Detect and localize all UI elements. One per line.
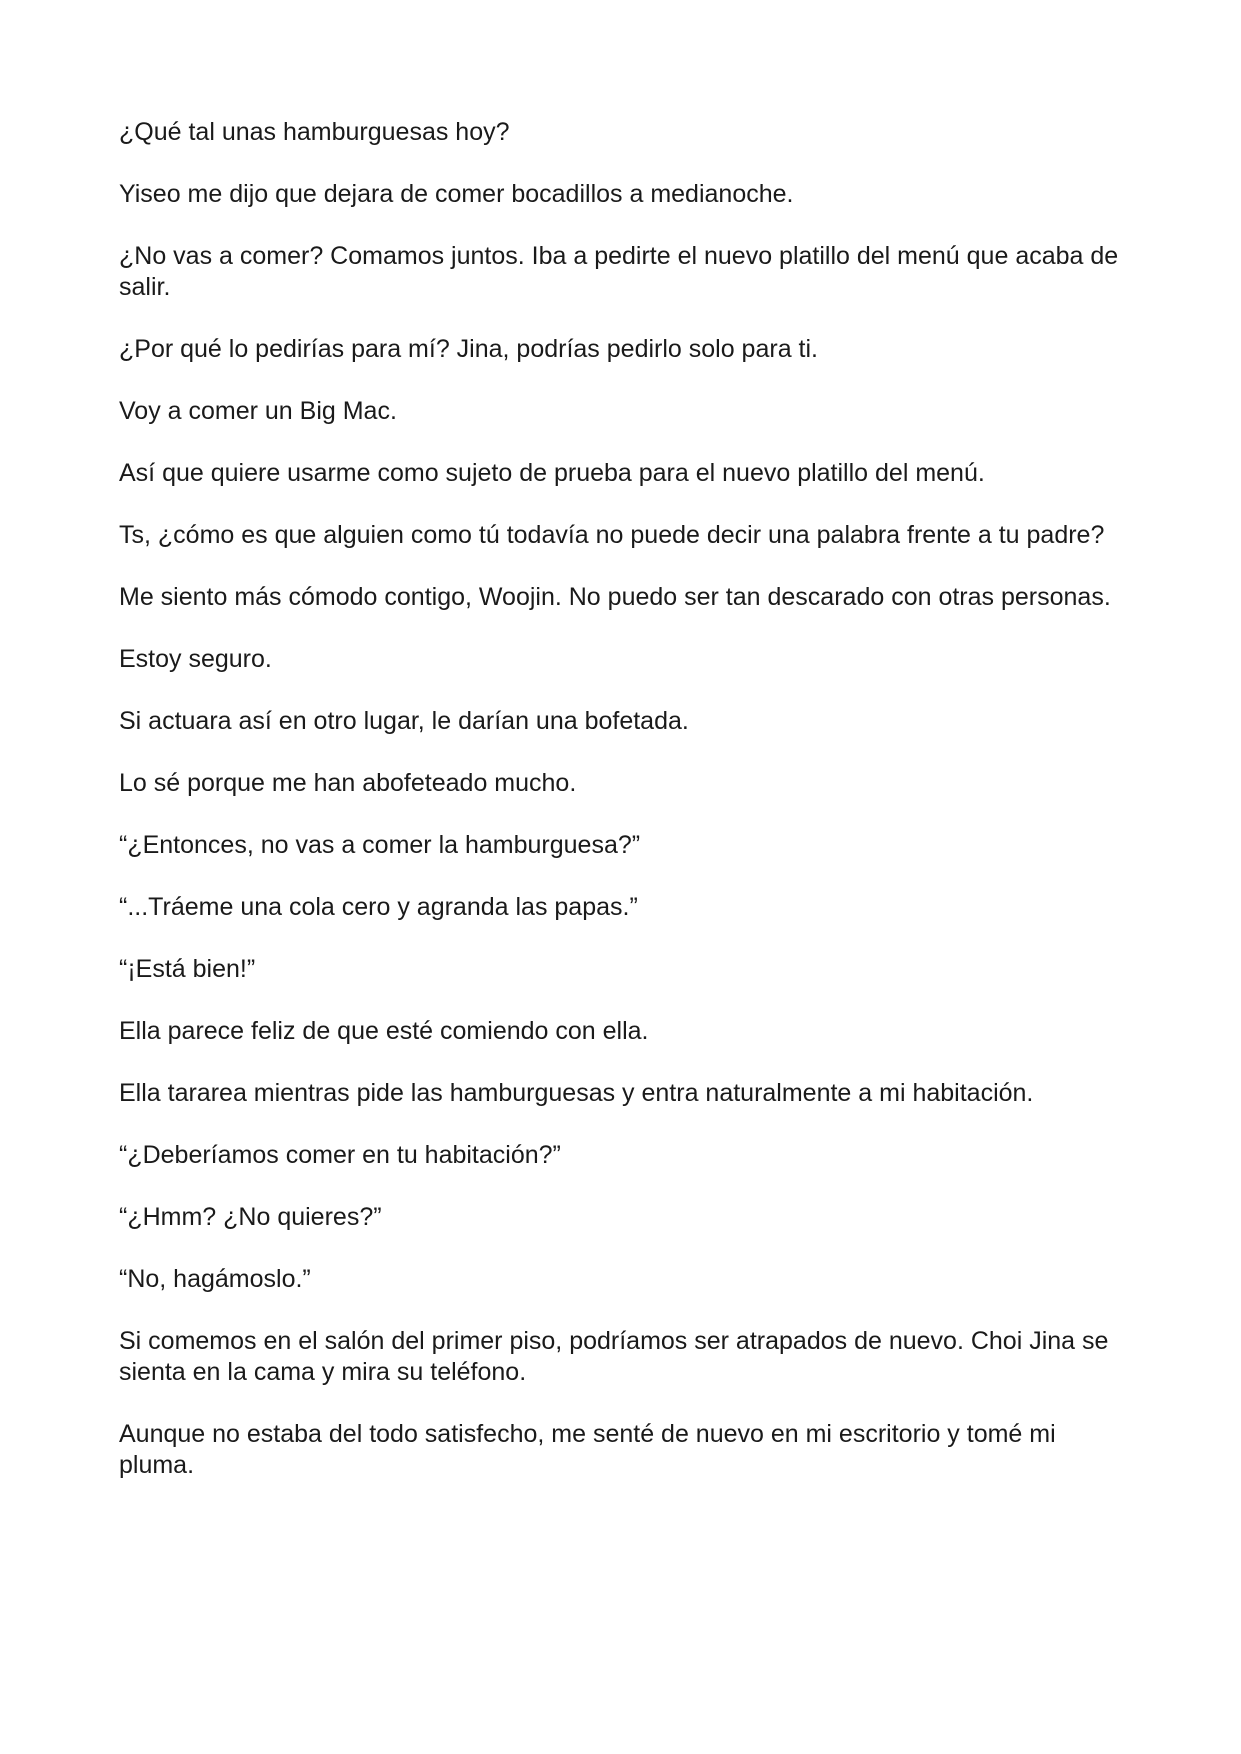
paragraph: ¿No vas a comer? Comamos juntos. Iba a pedirte el nuevo platillo del menú que acaba de salir.: [119, 242, 1119, 301]
paragraph: Aunque no estaba del todo satisfecho, me senté de nuevo en mi escritorio y tomé mi pluma.: [119, 1420, 1056, 1479]
paragraph: Así que quiere usarme como sujeto de prueba para el nuevo platillo del menú.: [119, 459, 985, 487]
paragraph: “...Tráeme una cola cero y agranda las papas.”: [119, 893, 638, 921]
paragraph: Ella tararea mientras pide las hamburguesas y entra naturalmente a mi habitación.: [119, 1079, 1034, 1107]
paragraph: “No, hagámoslo.”: [119, 1265, 311, 1293]
paragraph: Si actuara así en otro lugar, le darían una bofetada.: [119, 707, 689, 735]
document-body: [119, 117, 1129, 1512]
paragraph: Si comemos en el salón del primer piso, podríamos ser atrapados de nuevo. Choi Jina se sienta en la cama y mira su teléfono.: [119, 1327, 1109, 1386]
paragraph: Estoy seguro.: [119, 645, 272, 673]
paragraph: “¡Está bien!”: [119, 955, 256, 983]
paragraph: Ts, ¿cómo es que alguien como tú todavía no puede decir una palabra frente a tu padre?: [119, 521, 1105, 549]
paragraph: Ella parece feliz de que esté comiendo con ella.: [119, 1017, 649, 1045]
paragraph: “¿Deberíamos comer en tu habitación?”: [119, 1141, 561, 1169]
paragraph: Lo sé porque me han abofeteado mucho.: [119, 769, 577, 797]
paragraph: ¿Por qué lo pedirías para mí? Jina, podrías pedirlo solo para ti.: [119, 335, 818, 363]
paragraph: “¿Entonces, no vas a comer la hamburguesa?”: [119, 831, 641, 859]
paragraph: Me siento más cómodo contigo, Woojin. No puedo ser tan descarado con otras personas.: [119, 583, 1111, 611]
paragraph: “¿Hmm? ¿No quieres?”: [119, 1203, 382, 1231]
paragraph: ¿Qué tal unas hamburguesas hoy?: [119, 118, 510, 146]
paragraph: Yiseo me dijo que dejara de comer bocadillos a medianoche.: [119, 180, 794, 208]
paragraph: Voy a comer un Big Mac.: [119, 397, 397, 425]
